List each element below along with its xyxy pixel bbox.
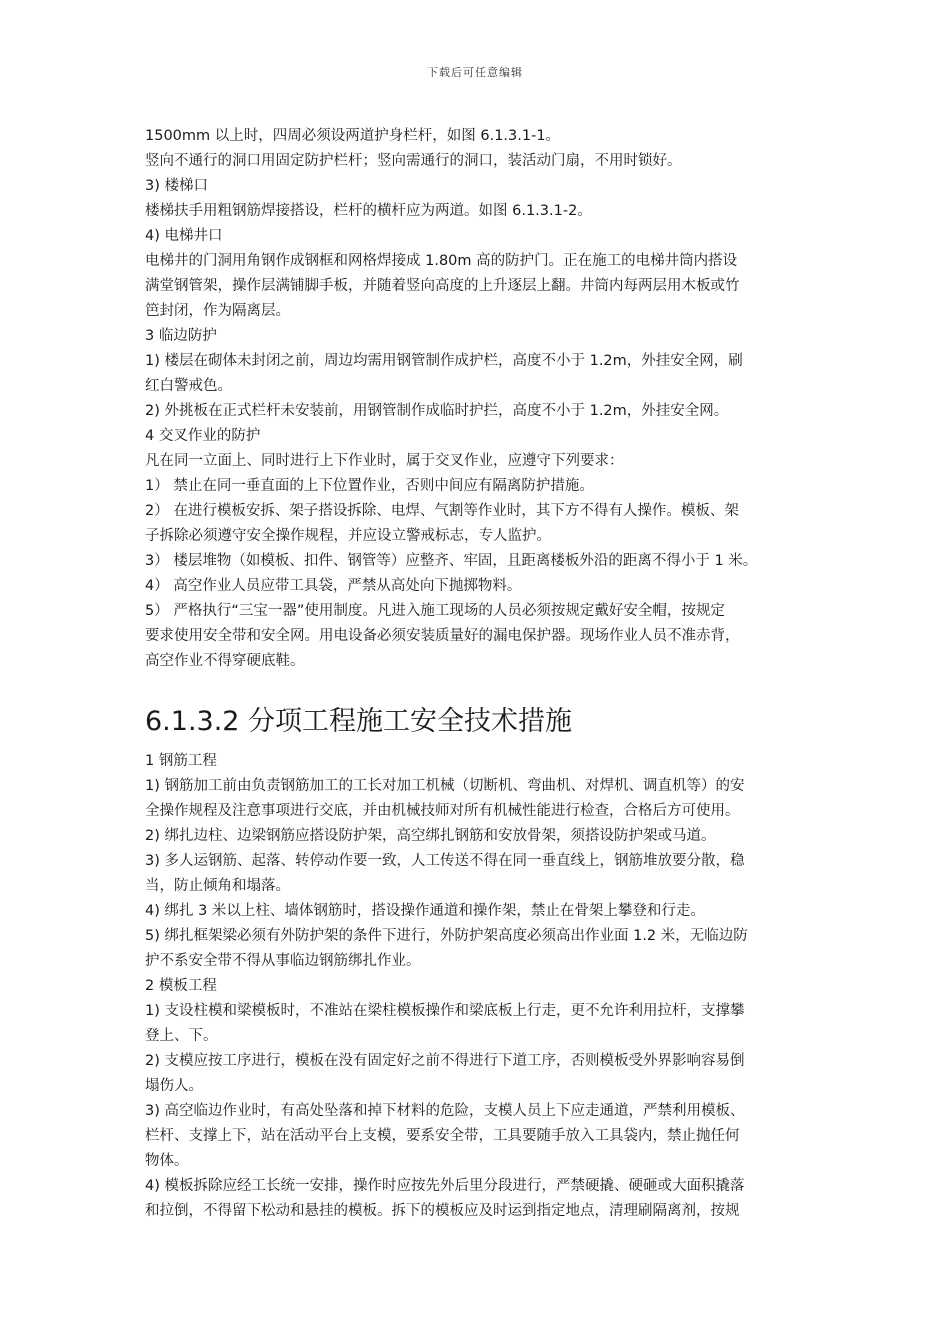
text-line: 1) 钢筋加工前由负责钢筋加工的工长对加工机械（切断机、弯曲机、对焊机、调直机等）的安 — [145, 778, 745, 794]
subsection-body — [145, 749, 810, 1224]
text-line: 4） 高空作业人员应带工具袋，严禁从高处向下抛掷物料。 — [145, 578, 522, 594]
text-line: 要求使用安全带和安全网。用电设备必须安装质量好的漏电保护器。现场作业人员不准赤背， — [145, 628, 740, 644]
text-line: 塌伤人。 — [145, 1078, 203, 1094]
text-line: 4) 模板拆除应经工长统一安排，操作时应按先外后里分段进行，严禁硬撬、硬砸或大面积撬落 — [145, 1178, 745, 1194]
text-line: 3） 楼层堆物（如模板、扣件、钢管等）应整齐、牢固，且距离楼板外沿的距离不得小于 1 米。 — [145, 553, 758, 569]
text-line: 3) 多人运钢筋、起落、转停动作要一致，人工传送不得在同一垂直线上，钢筋堆放要分散，稳 — [145, 853, 745, 869]
document-body — [145, 124, 810, 1224]
text-line: 凡在同一立面上、同时进行上下作业时，属于交叉作业，应遵守下列要求： — [145, 453, 624, 469]
page-header: 下载后可任意编辑 — [427, 66, 523, 79]
text-line: 栏杆、支撑上下，站在活动平台上支模，要系安全带，工具要随手放入工具袋内，禁止抛任何 — [145, 1128, 740, 1144]
text-line: 高空作业不得穿硬底鞋。 — [145, 653, 305, 669]
subheading-elevator-shaft: 4) 电梯井口 — [145, 228, 223, 244]
subheading-rebar-work: 1 钢筋工程 — [145, 753, 217, 769]
text-line: 4) 绑扎 3 米以上柱、墙体钢筋时，搭设操作通道和操作架，禁止在骨架上攀登和行走。 — [145, 903, 705, 919]
intro-section — [145, 124, 810, 674]
text-line: 5) 绑扎框架梁必须有外防护架的条件下进行，外防护架高度必须高出作业面 1.2 米，无临边防 — [145, 928, 748, 944]
text-line: 5） 严格执行“三宝一器”使用制度。凡进入施工现场的人员必须按规定戴好安全帽，按规定 — [145, 603, 725, 619]
subheading-formwork: 2 模板工程 — [145, 978, 217, 994]
text-line: 满堂钢管架，操作层满铺脚手板，并随着竖向高度的上升逐层上翻。井筒内每两层用木板或竹 — [145, 278, 740, 294]
text-line: 登上、下。 — [145, 1028, 218, 1044]
text-line: 笆封闭，作为隔离层。 — [145, 303, 290, 319]
text-line: 2) 外挑板在正式栏杆未安装前，用钢管制作成临时护拦，高度不小于 1.2m，外挂安全网。 — [145, 403, 729, 419]
text-line: 和拉倒，不得留下松动和悬挂的模板。拆下的模板应及时运到指定地点，清理刷隔离剂，按规 — [145, 1203, 740, 1219]
text-line: 2) 绑扎边柱、边梁钢筋应搭设防护架，高空绑扎钢筋和安放骨架，须搭设防护架或马道。 — [145, 828, 716, 844]
section-heading: 6.1.3.2 分项工程施工安全技术措施 — [145, 706, 573, 737]
text-line: 1) 楼层在砌体未封闭之前，周边均需用钢管制作成护栏，高度不小于 1.2m，外挂安全网，刷 — [145, 353, 743, 369]
text-line: 红白警戒色。 — [145, 378, 232, 394]
text-line: 子拆除必须遵守安全操作规程，并应设立警戒标志，专人监护。 — [145, 528, 551, 544]
text-line: 1500mm 以上时，四周必须设两道护身栏杆，如图 6.1.3.1-1。 — [145, 128, 561, 144]
text-line: 物体。 — [145, 1153, 189, 1169]
subheading-cross-work: 4 交叉作业的防护 — [145, 428, 261, 444]
text-line: 电梯井的门洞用角钢作成钢框和网格焊接成 1.80m 高的防护门。正在施工的电梯井筒内搭设 — [145, 253, 738, 269]
text-line: 1) 支设柱模和梁模板时，不准站在梁柱模板操作和梁底板上行走，更不允许利用拉杆，支撑攀 — [145, 1003, 745, 1019]
text-line: 竖向不通行的洞口用固定防护栏杆；竖向需通行的洞口，装活动门扇，不用时锁好。 — [145, 153, 682, 169]
text-line: 楼梯扶手用粗钢筋焊接搭设，栏杆的横杆应为两道。如图 6.1.3.1-2。 — [145, 203, 592, 219]
text-line: 护不系安全带不得从事临边钢筋绑扎作业。 — [145, 953, 421, 969]
text-line: 3) 高空临边作业时，有高处坠落和掉下材料的危险，支模人员上下应走通道，严禁利用模板、 — [145, 1103, 745, 1119]
text-line: 1） 禁止在同一垂直面的上下位置作业，否则中间应有隔离防护措施。 — [145, 478, 594, 494]
text-line: 全操作规程及注意事项进行交底，并由机械技师对所有机械性能进行检查，合格后方可使用。 — [145, 803, 740, 819]
subheading-stair-opening: 3) 楼梯口 — [145, 178, 208, 194]
text-line: 2) 支模应按工序进行，模板在没有固定好之前不得进行下道工序，否则模板受外界影响容易倒 — [145, 1053, 745, 1069]
subheading-edge-protection: 3 临边防护 — [145, 328, 217, 344]
text-line: 当，防止倾角和塌落。 — [145, 878, 290, 894]
text-line: 2） 在进行模板安拆、架子搭设拆除、电焊、气割等作业时，其下方不得有人操作。模板、架 — [145, 503, 739, 519]
